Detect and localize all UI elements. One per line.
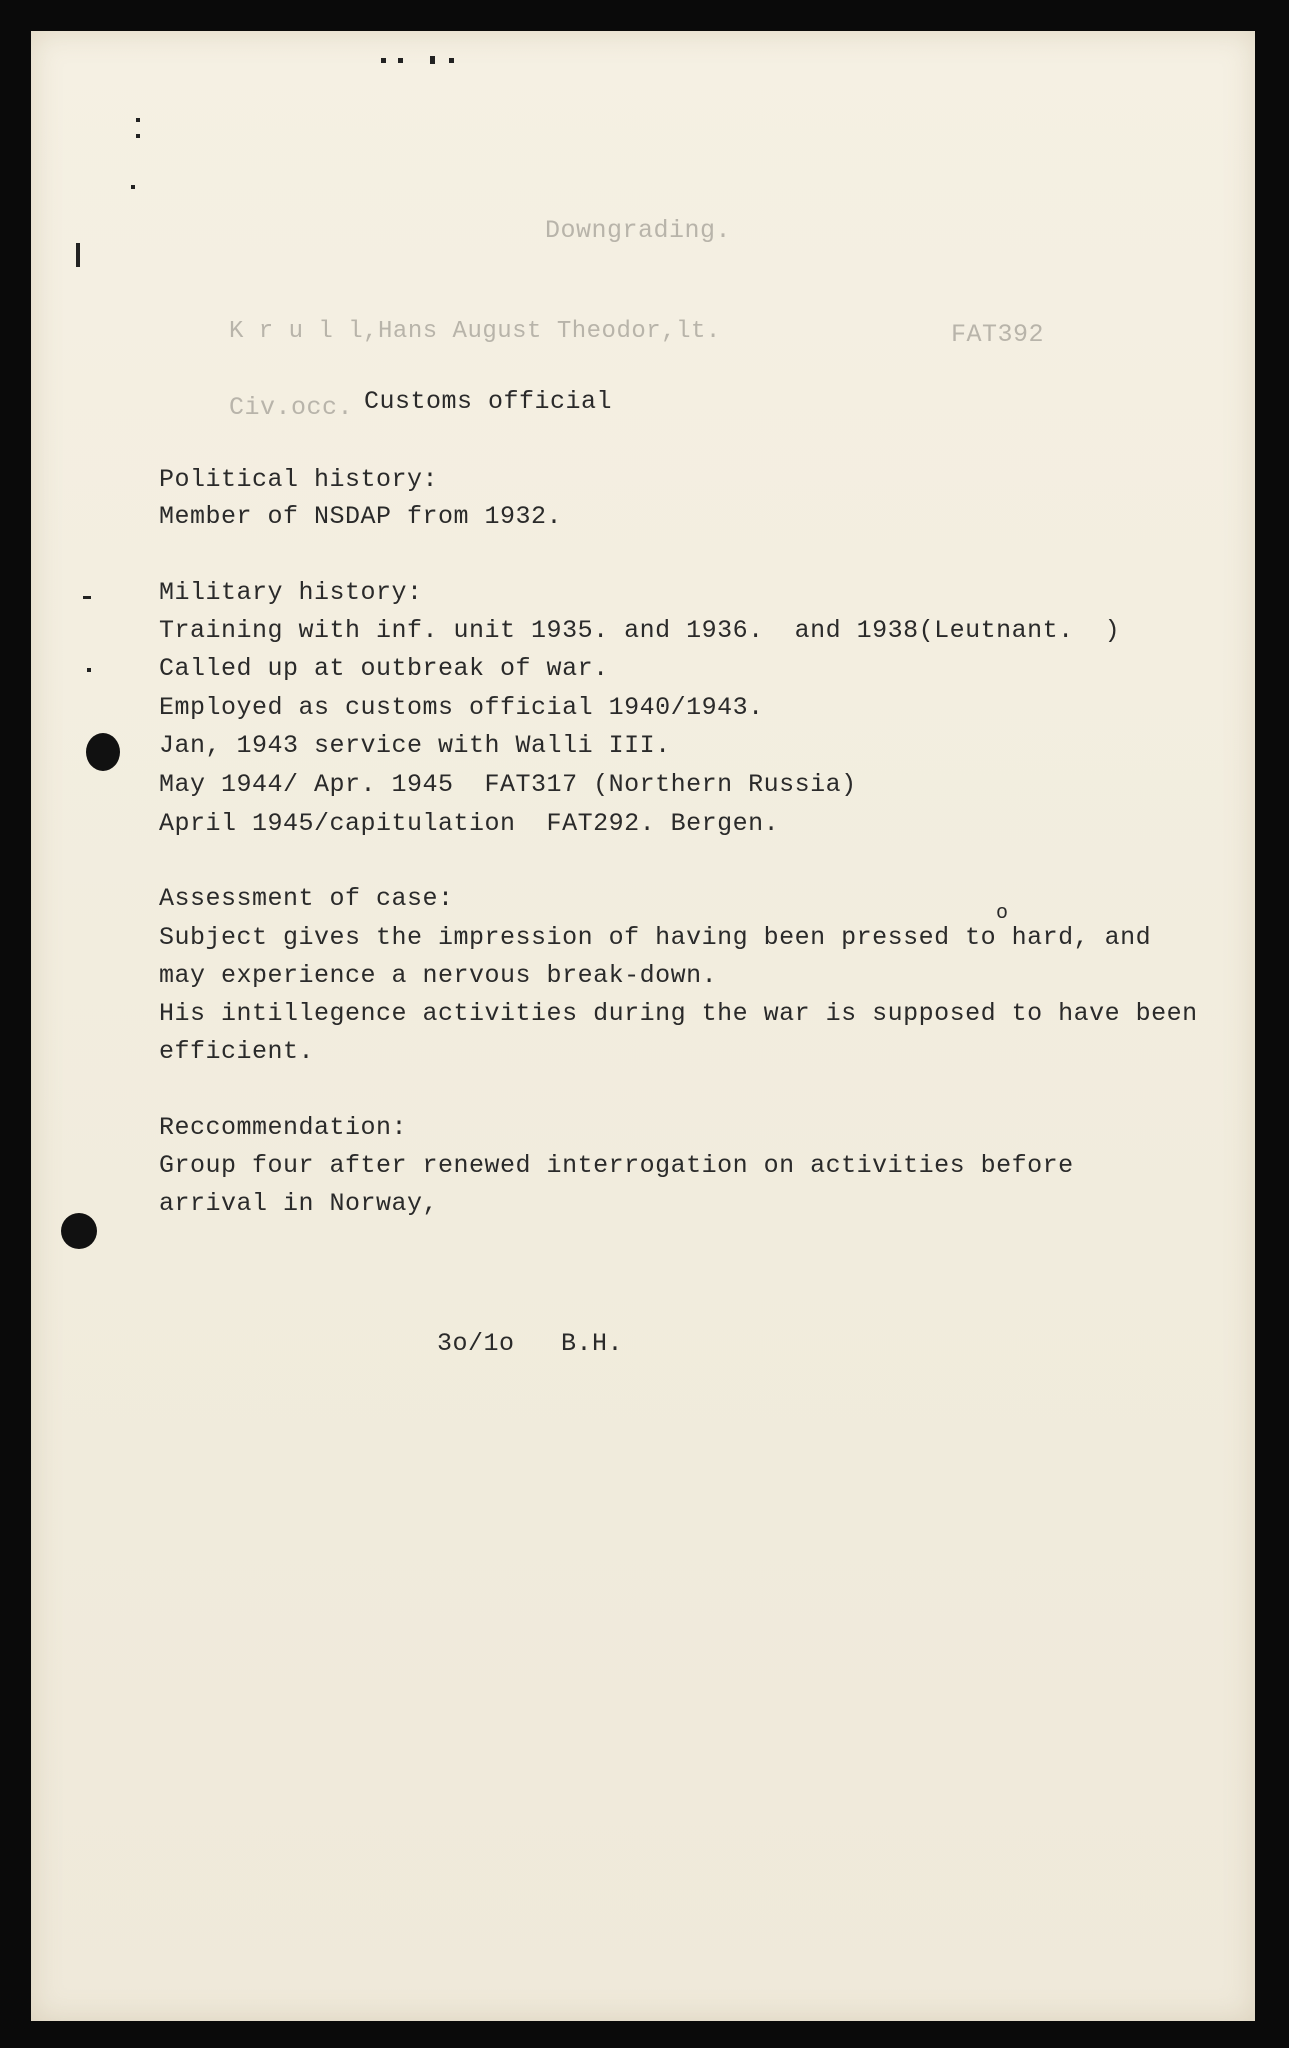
political-heading: Political history: <box>159 465 439 494</box>
military-line: Jan, 1943 service with Walli III. <box>159 731 671 760</box>
military-line: May 1944/ Apr. 1945 FAT317 (Northern Russia) <box>159 770 857 799</box>
recommendation-line: Group four after renewed interrogation on activities before <box>159 1151 1074 1180</box>
occupation-value: Customs official <box>364 387 613 416</box>
margin-dot <box>87 668 91 672</box>
margin-dot <box>449 58 454 63</box>
military-line: Training with inf. unit 1935. and 1936. and 1938(Leutnant. ) <box>159 616 1121 645</box>
military-line: April 1945/capitulation FAT292. Bergen. <box>159 809 780 838</box>
recommendation-heading: Reccommendation: <box>159 1113 408 1142</box>
assessment-line: His intillegence activities during the war is supposed to have been <box>159 999 1198 1028</box>
military-line: Called up at outbreak of war. <box>159 654 609 683</box>
margin-dot <box>398 58 403 63</box>
military-heading: Military history: <box>159 578 423 607</box>
unit-code: FAT392 <box>951 320 1045 349</box>
assessment-heading: Assessment of case: <box>159 884 454 913</box>
punch-hole-lower <box>61 1213 97 1249</box>
assessment-superscript: o <box>996 902 1009 925</box>
occupation-label: Civ.occ. <box>229 393 354 422</box>
subject-name: K r u l l,Hans August Theodor,lt. <box>229 318 721 345</box>
margin-dot <box>381 58 386 63</box>
margin-dot <box>131 185 135 189</box>
assessment-line: efficient. <box>159 1037 315 1066</box>
military-line: Employed as customs official 1940/1943. <box>159 693 764 722</box>
margin-dot <box>136 134 140 138</box>
document-heading: Downgrading. <box>545 216 732 245</box>
margin-dot <box>136 118 140 122</box>
margin-dot <box>430 56 435 64</box>
assessment-line: Subject gives the impression of having been pressed to hard, and <box>159 923 1152 952</box>
margin-tick <box>76 243 80 267</box>
punch-hole-upper <box>86 733 120 771</box>
margin-dot <box>83 596 91 599</box>
recommendation-line: arrival in Norway, <box>159 1189 439 1218</box>
signature-line: 3o/1o B.H. <box>437 1329 624 1358</box>
political-line: Member of NSDAP from 1932. <box>159 502 563 531</box>
assessment-line: may experience a nervous break-down. <box>159 961 718 990</box>
